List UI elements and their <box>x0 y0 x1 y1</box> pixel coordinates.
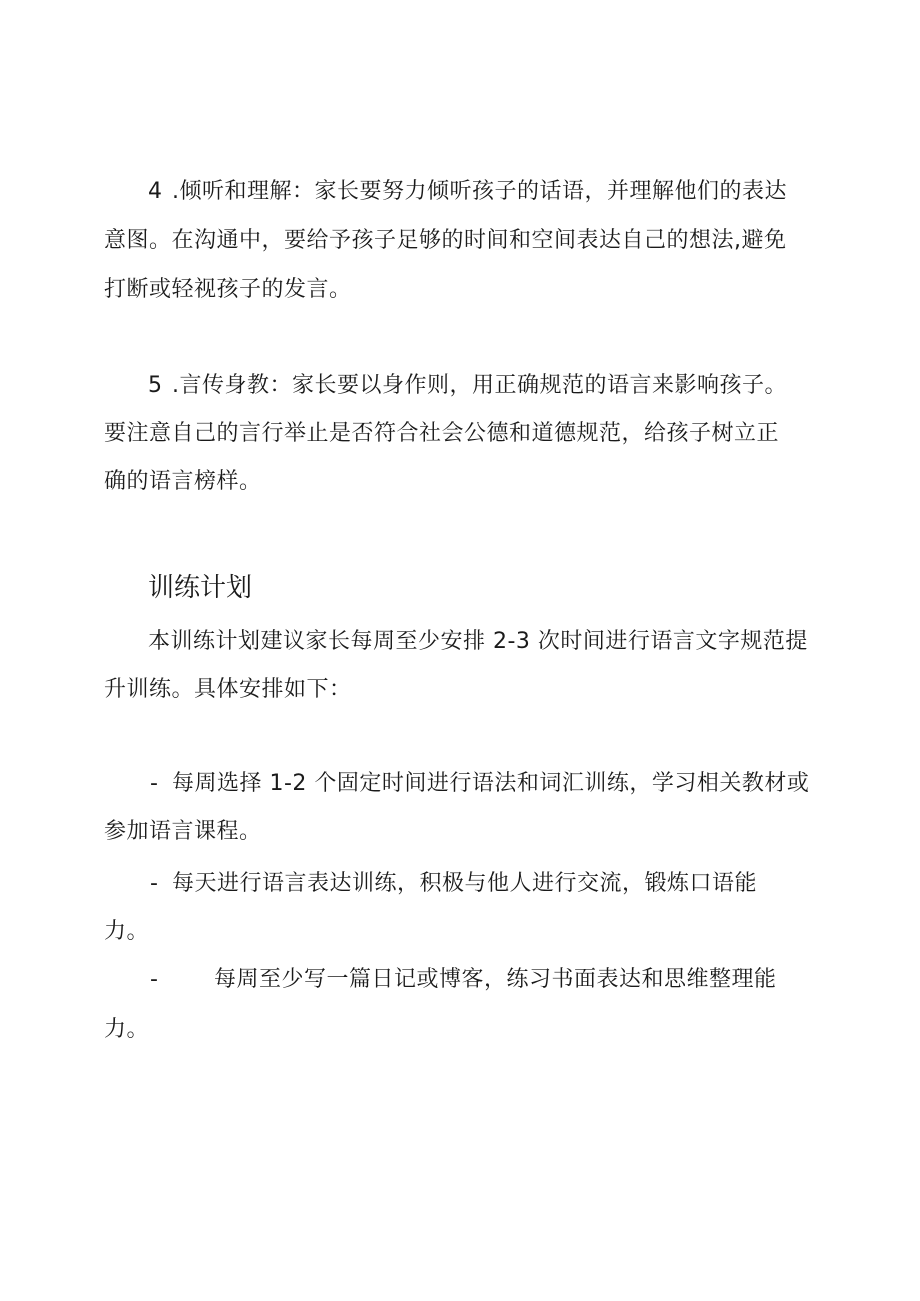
item-line: 要注意自己的言行举止是否符合社会公德和道德规范，给孩子树立正 <box>104 421 780 446</box>
section-title: 训练计划 <box>148 573 253 603</box>
item-line: 确的语言榜样。 <box>104 469 262 494</box>
bullet-line: 力。 <box>104 919 150 944</box>
item-number: 5 <box>148 373 163 398</box>
bullet-line: 每天进行语言表达训练，积极与他人进行交流，锻炼口语能 <box>172 871 758 896</box>
bullet-dash: - <box>150 871 159 896</box>
bullet-line: 力。 <box>104 1017 150 1042</box>
item-line: 打断或轻视孩子的发言。 <box>104 277 352 302</box>
bullet-line: 每周至少写一篇日记或博客，练习书面表达和思维整理能 <box>214 967 777 992</box>
intro-line: 本训练计划建议家长每周至少安排 2-3 次时间进行语言文字规范提 <box>148 629 808 654</box>
bullet-dash: - <box>150 771 159 796</box>
item-line: 意图。在沟通中，要给予孩子足够的时间和空间表达自己的想法,避免 <box>104 228 787 253</box>
bullet-dash: - <box>150 967 159 992</box>
item-line: .倾听和理解：家长要努力倾听孩子的话语，并理解他们的表达 <box>172 179 787 204</box>
bullet-line: 参加语言课程。 <box>104 819 262 844</box>
bullet-line: 每周选择 1-2 个固定时间进行语法和词汇训练，学习相关教材或 <box>172 771 810 796</box>
item-number: 4 <box>148 179 163 204</box>
intro-line: 升训练。具体安排如下： <box>104 677 352 702</box>
item-line: .言传身教：家长要以身作则，用正确规范的语言来影响孩子。 <box>172 373 787 398</box>
